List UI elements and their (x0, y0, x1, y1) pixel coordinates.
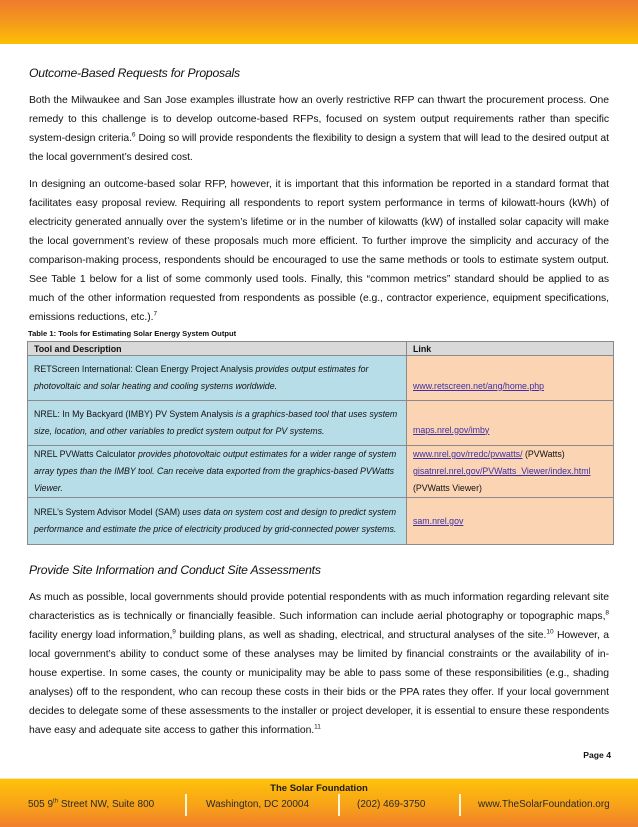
paragraph-text: facility energy load information, (29, 630, 173, 641)
table-row (28, 356, 614, 401)
table-row (28, 498, 614, 545)
paragraph-site-information (29, 588, 609, 740)
table-caption: Table 1: Tools for Estimating Solar Energy System Output (28, 329, 237, 338)
link-retscreen[interactable]: www.retscreen.net/ang/home.php (413, 380, 545, 391)
paragraph-text: building plans, as well as shading, electrical, and structural analyses of the site. (175, 630, 547, 641)
address-number: 505 9 (28, 799, 54, 810)
link-pvwatts[interactable]: www.nrel.gov/rredc/pvwatts/ (413, 449, 523, 459)
link-note: (PVWatts Viewer) (413, 483, 482, 493)
footnote-ref-9[interactable]: 9 (172, 628, 176, 636)
paragraph-text: However, a local government’s ability to conduct some of these analyses may be limited by financial constraints or the availability of in-house expertise. In some cases, the county or municipality may be able to pass some of these responsibilities (e.g., shading analyses) off to the respondent, who can recoup these costs in their bids or the PPA rates they offer. If your local government decides to delegate some of these assessments to the installer or project developer, it is essential to ensure these respondents have easy and adequate site access to gather this information. (29, 630, 609, 736)
footer-address (28, 799, 154, 810)
paragraph-text: Doing so will provide respondents the flexibility to design a system that will lead to the desired output at the local government’s desired cost. (29, 133, 609, 163)
footnote-ref-6[interactable]: 6 (131, 131, 136, 139)
header-band (0, 0, 638, 44)
section-heading-outcome-based-rfp: Outcome-Based Requests for Proposals (29, 66, 240, 80)
footnote-ref-11[interactable]: 11 (314, 723, 321, 731)
column-header-link: Link (407, 342, 614, 356)
footnote-ref-7[interactable]: 7 (153, 310, 158, 318)
tool-name: NREL: In My Backyard (IMBY) PV System Analysis (34, 409, 236, 419)
footer-organization: The Solar Foundation (270, 783, 368, 794)
tool-name: NREL PVWatts Calculator (34, 449, 138, 459)
tool-description-cell (28, 446, 407, 498)
section-heading-site-information: Provide Site Information and Conduct Site Assessments (29, 563, 321, 577)
tool-name: RETScreen International: Clean Energy Project Analysis (34, 364, 256, 374)
footer-contact-row (0, 799, 638, 815)
paragraph-outcome-intro (29, 91, 609, 167)
link-imby[interactable]: maps.nrel.gov/imby (413, 424, 490, 435)
tool-description: provides photovoltaic output estimates for a wider range of system array types than the IMBY tool. Can receive data exported from the graphics-based PVWatts Viewer. (34, 449, 397, 493)
footnote-ref-10[interactable]: 10 (546, 628, 554, 636)
link-note: (PVWatts) (522, 449, 565, 459)
address-ordinal: th (53, 798, 59, 805)
link-sam[interactable]: sam.nrel.gov (413, 515, 464, 526)
paragraph-text: In designing an outcome-based solar RFP, however, it is important that this information be reported in a standard format that facilitates easy proposal review. Requiring all respondents to report system performance in terms of kilowatt-hours (kWh) of electricity generated annually over the system’s lifetime or in the number of kilowatts (kW) of installed solar capacity will make the local government’s review of these proposals much more efficient. To further improve the simplicity and accuracy of the comparison-making process, respondents should be encouraged to use the same methods or tools to estimate system output. See Table 1 below for a list of some commonly used tools. Finally, this “common metrics” standard should be applied to as much of the other information requested from respondents as possible (e.g., contractor experience, equipment specifications, emissions reductions, etc.). (29, 179, 609, 323)
footer-phone: (202) 469-3750 (357, 799, 426, 810)
page-number: Page 4 (583, 750, 611, 760)
paragraph-standard-format (29, 175, 609, 327)
tool-description: uses data on system cost and design to predict system performance and estimate the price of electricity produced by grid-connected power systems. (34, 507, 397, 534)
tool-description: provides output estimates for photovoltaic and solar heating and cooling systems worldwide. (34, 364, 369, 391)
tool-description-cell (28, 401, 407, 446)
table-row (28, 446, 614, 498)
link-pvwatts-viewer[interactable]: gisatnrel.nrel.gov/PVWatts_Viewer/index.html (413, 466, 591, 476)
footer-city: Washington, DC 20004 (206, 799, 310, 810)
paragraph-text: As much as possible, local governments should provide potential respondents with as much information regarding relevant site characteristics as is technically or financially feasible. Such information can include aerial photography or topographic maps, (29, 592, 609, 622)
tool-description-cell (28, 498, 407, 545)
tool-link-cell (407, 401, 614, 446)
paragraph-text: Both the Milwaukee and San Jose examples illustrate how an overly restrictive RFP can thwart the procurement process. One remedy to this challenge is to develop outcome-based RFPs, focused on system output requirements rather than specific system-design criteria. (29, 95, 609, 144)
tool-link-cell (407, 356, 614, 401)
column-header-tool: Tool and Description (28, 342, 407, 356)
table-row (28, 401, 614, 446)
tool-description-cell (28, 356, 407, 401)
tool-name: NREL’s System Advisor Model (SAM) (34, 507, 183, 517)
footer-divider (185, 794, 187, 816)
footer-divider (459, 794, 461, 816)
address-street: Street NW, Suite 800 (58, 799, 155, 810)
tool-link-cell (407, 498, 614, 545)
footnote-ref-8[interactable]: 8 (605, 609, 609, 617)
footer-divider (338, 794, 340, 816)
footer-website[interactable]: www.TheSolarFoundation.org (478, 799, 610, 810)
tool-description: is a graphics-based tool that uses system size, location, and other variables to predict system output for PV systems. (34, 409, 398, 436)
tool-link-cell (407, 446, 614, 498)
tools-table (27, 341, 614, 545)
table-header-row (28, 342, 614, 356)
